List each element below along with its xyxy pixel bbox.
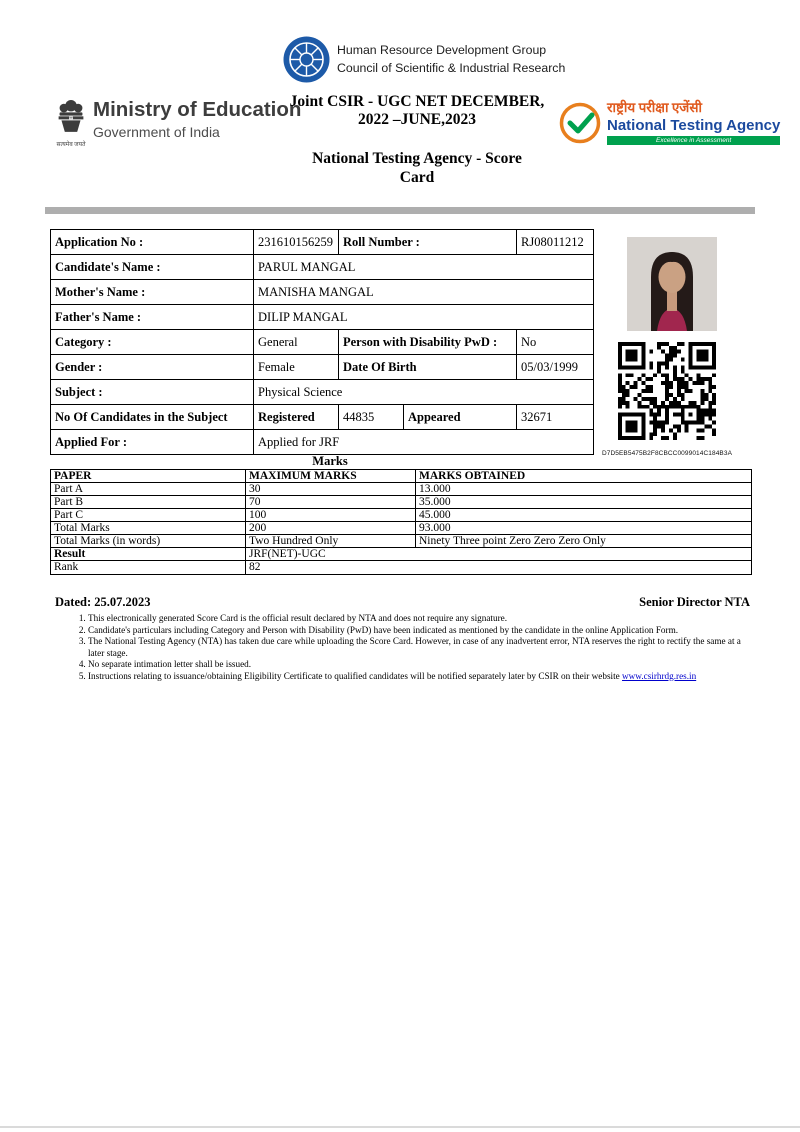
exam-title xyxy=(272,93,562,129)
csir-header xyxy=(283,36,565,83)
candidate-info-table xyxy=(50,229,594,455)
roll-number-label: Roll Number : xyxy=(339,230,517,255)
marks-cell: 100 xyxy=(246,509,416,522)
header-divider xyxy=(45,207,755,214)
marks-header-max: MAXIMUM MARKS xyxy=(246,470,416,483)
ministry-text xyxy=(93,99,301,140)
note-item: 3. The National Testing Agency (NTA) has taken due care while uploading the Score Card. However, in case of any inadvertent error, NTA reserves the right to rectify the same at a later stage. xyxy=(88,636,744,659)
gender-value: Female xyxy=(254,355,339,380)
table-row xyxy=(51,405,594,430)
father-name-value: DILIP MANGAL xyxy=(254,305,594,330)
india-emblem-icon xyxy=(56,99,86,139)
table-row xyxy=(51,255,594,280)
ministry-header xyxy=(56,99,301,148)
csir-org-line1: Human Resource Development Group xyxy=(337,43,547,58)
table-row xyxy=(51,355,594,380)
marks-cell: Two Hundred Only xyxy=(246,535,416,548)
result-label: Result xyxy=(51,548,246,561)
application-no-value: 231610156259 xyxy=(254,230,339,255)
mother-name-value: MANISHA MANGAL xyxy=(254,280,594,305)
candidate-name-value: PARUL MANGAL xyxy=(254,255,594,280)
marks-cell: Ninety Three point Zero Zero Zero Only xyxy=(416,535,752,548)
marks-cell: Part C xyxy=(51,509,246,522)
applied-for-label: Applied For : xyxy=(51,430,254,455)
marks-header-obtained: MARKS OBTAINED xyxy=(416,470,752,483)
nta-english-name: National Testing Agency xyxy=(607,116,781,134)
subject-label: Subject : xyxy=(51,380,254,405)
appeared-label: Appeared xyxy=(404,405,517,430)
marks-cell: 30 xyxy=(246,483,416,496)
document-title xyxy=(272,150,562,187)
nta-hindi-name: राष्ट्रीय परीक्षा एजेंसी xyxy=(607,100,702,115)
marks-cell: Part A xyxy=(51,483,246,496)
table-row xyxy=(51,380,594,405)
marks-table xyxy=(50,469,752,575)
marks-cell: Total Marks xyxy=(51,522,246,535)
ministry-subtitle: Government of India xyxy=(93,123,220,140)
rank-label: Rank xyxy=(51,561,246,574)
pwd-value: No xyxy=(517,330,594,355)
roll-number-value: RJ08011212 xyxy=(517,230,594,255)
marks-cell: 45.000 xyxy=(416,509,752,522)
emblem-motto: सत्यमेव जयते xyxy=(56,142,86,148)
table-row xyxy=(51,230,594,255)
gender-label: Gender : xyxy=(51,355,254,380)
table-row xyxy=(51,305,594,330)
applied-for-value: Applied for JRF xyxy=(254,430,594,455)
category-label: Category : xyxy=(51,330,254,355)
nta-text xyxy=(607,101,780,145)
category-value: General xyxy=(254,330,339,355)
dob-value: 05/03/1999 xyxy=(517,355,594,380)
marks-row xyxy=(51,535,752,548)
note-item: 1. This electronically generated Score Card is the official result declared by NTA and does not require any signature. xyxy=(88,613,744,625)
marks-cell: Part B xyxy=(51,496,246,509)
marks-row xyxy=(51,483,752,496)
csir-org-text xyxy=(337,42,565,76)
india-emblem xyxy=(56,99,86,148)
note-item xyxy=(88,671,744,683)
dob-label: Date Of Birth xyxy=(339,355,517,380)
qr-code xyxy=(610,334,724,448)
marks-cell: 70 xyxy=(246,496,416,509)
candidate-photo xyxy=(627,237,717,331)
nta-tagline: Excellence in Assessment xyxy=(607,136,780,145)
marks-cell: 13.000 xyxy=(416,483,752,496)
table-row xyxy=(51,430,594,455)
marks-cell: Total Marks (in words) xyxy=(51,535,246,548)
candidate-name-label: Candidate's Name : xyxy=(51,255,254,280)
nta-logo-icon xyxy=(559,102,601,144)
registered-label: Registered xyxy=(254,405,339,430)
subject-value: Physical Science xyxy=(254,380,594,405)
document-title-line2: Card xyxy=(399,168,435,186)
nta-header xyxy=(559,101,780,145)
note-item: 2. Candidate's particulars including Category and Person with Disability (PwD) have been indicated as mentioned by the candidate in the online Application Form. xyxy=(88,625,744,637)
page-bottom-divider xyxy=(0,1126,800,1128)
dated-label: Dated: 25.07.2023 xyxy=(55,595,151,609)
exam-title-line2: 2022 –JUNE,2023 xyxy=(358,110,476,128)
marks-row xyxy=(51,522,752,535)
marks-cell: 200 xyxy=(246,522,416,535)
mother-name-label: Mother's Name : xyxy=(51,280,254,305)
marks-cell: 35.000 xyxy=(416,496,752,509)
table-row xyxy=(51,330,594,355)
marks-header-row xyxy=(51,470,752,483)
registered-value: 44835 xyxy=(339,405,404,430)
marks-section-title: Marks xyxy=(312,454,348,468)
table-row xyxy=(51,280,594,305)
candidates-count-label: No Of Candidates in the Subject xyxy=(51,405,254,430)
ministry-name: Ministry of Education xyxy=(93,98,302,121)
appeared-value: 32671 xyxy=(517,405,594,430)
exam-title-line1: Joint CSIR - UGC NET DECEMBER, xyxy=(289,93,545,110)
csir-logo-icon xyxy=(283,36,330,83)
father-name-label: Father's Name : xyxy=(51,305,254,330)
note-item: 4. No separate intimation letter shall be issued. xyxy=(88,659,744,671)
document-title-line1: National Testing Agency - Score xyxy=(312,150,522,167)
notes-section xyxy=(72,613,744,682)
qr-code-text: D7D5EB5475B2F8CBCC0099014C184B3A xyxy=(601,450,733,457)
csir-org-line2: Council of Scientific & Industrial Research xyxy=(337,60,566,75)
result-value: JRF(NET)-UGC xyxy=(246,548,752,561)
rank-value: 82 xyxy=(246,561,752,574)
csir-website-link[interactable]: www.csirhrdg.res.in xyxy=(622,670,697,681)
note-text: Instructions relating to issuance/obtaining Eligibility Certificate to qualified candidates will be notified separately later by CSIR on their website xyxy=(88,670,620,681)
signatory-label: Senior Director NTA xyxy=(639,595,750,609)
rank-row xyxy=(51,561,752,574)
marks-cell: 93.000 xyxy=(416,522,752,535)
marks-row xyxy=(51,496,752,509)
application-no-label: Application No : xyxy=(51,230,254,255)
marks-header-paper: PAPER xyxy=(51,470,246,483)
pwd-label: Person with Disability PwD : xyxy=(339,330,517,355)
marks-row xyxy=(51,509,752,522)
result-row xyxy=(51,548,752,561)
